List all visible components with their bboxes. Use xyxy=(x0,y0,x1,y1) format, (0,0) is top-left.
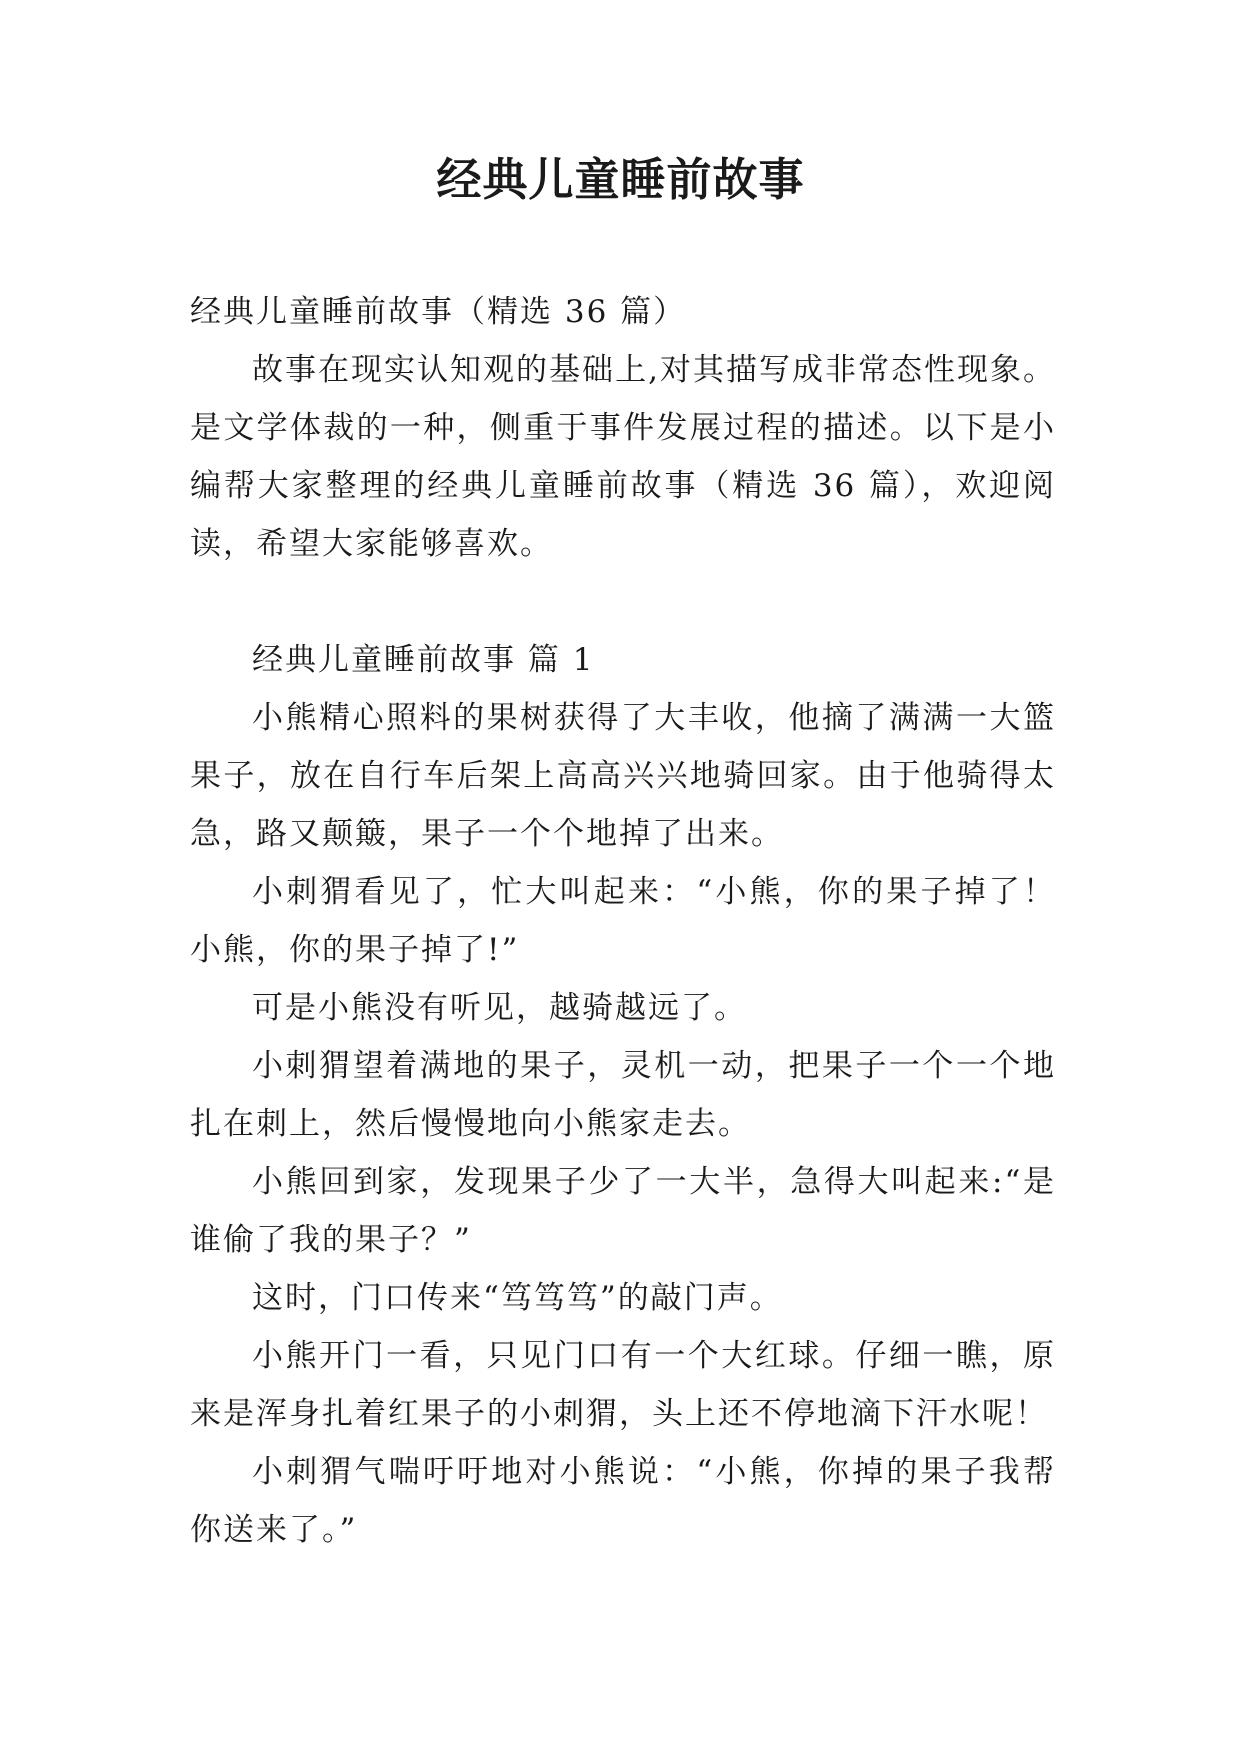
story-paragraph: 这时，门口传来“笃笃笃”的敲门声。 xyxy=(252,1280,783,1316)
section-heading: 经典儿童睡前故事 篇 1 xyxy=(252,642,595,678)
story-paragraph: 小熊开门一看，只见门口有一个大红球。仔细一瞧，原来是浑身扎着红果子的小刺猬，头上还不停地滴下汗水呢！ xyxy=(190,1338,1056,1432)
document-body xyxy=(190,283,1056,1559)
story-paragraph: 小刺猬望着满地的果子，灵机一动，把果子一个一个地扎在刺上，然后慢慢地向小熊家走去。 xyxy=(190,1048,1056,1142)
document-subtitle: 经典儿童睡前故事（精选 36 篇） xyxy=(190,294,687,330)
section-spacer xyxy=(190,573,1056,631)
story-paragraph: 小刺猬气喘吁吁地对小熊说：“小熊，你掉的果子我帮你送来了。” xyxy=(190,1454,1056,1548)
document-title: 经典儿童睡前故事 xyxy=(436,153,805,206)
intro-paragraph: 故事在现实认知观的基础上,对其描写成非常态性现象。是文学体裁的一种，侧重于事件发展过程的描述。以下是小编帮大家整理的经典儿童睡前故事（精选 36 篇），欢迎阅读，希望大家能够喜欢。 xyxy=(190,352,1056,562)
story-paragraph: 小熊精心照料的果树获得了大丰收，他摘了满满一大篮果子，放在自行车后架上高高兴兴地骑回家。由于他骑得太急，路又颠簸，果子一个个地掉了出来。 xyxy=(190,700,1056,852)
story-paragraph: 小刺猬看见了，忙大叫起来：“小熊，你的果子掉了！小熊，你的果子掉了!” xyxy=(190,874,1056,968)
story-paragraph: 可是小熊没有听见，越骑越远了。 xyxy=(252,990,747,1026)
story-paragraph: 小熊回到家，发现果子少了一大半，急得大叫起来:“是谁偷了我的果子？” xyxy=(190,1164,1056,1258)
